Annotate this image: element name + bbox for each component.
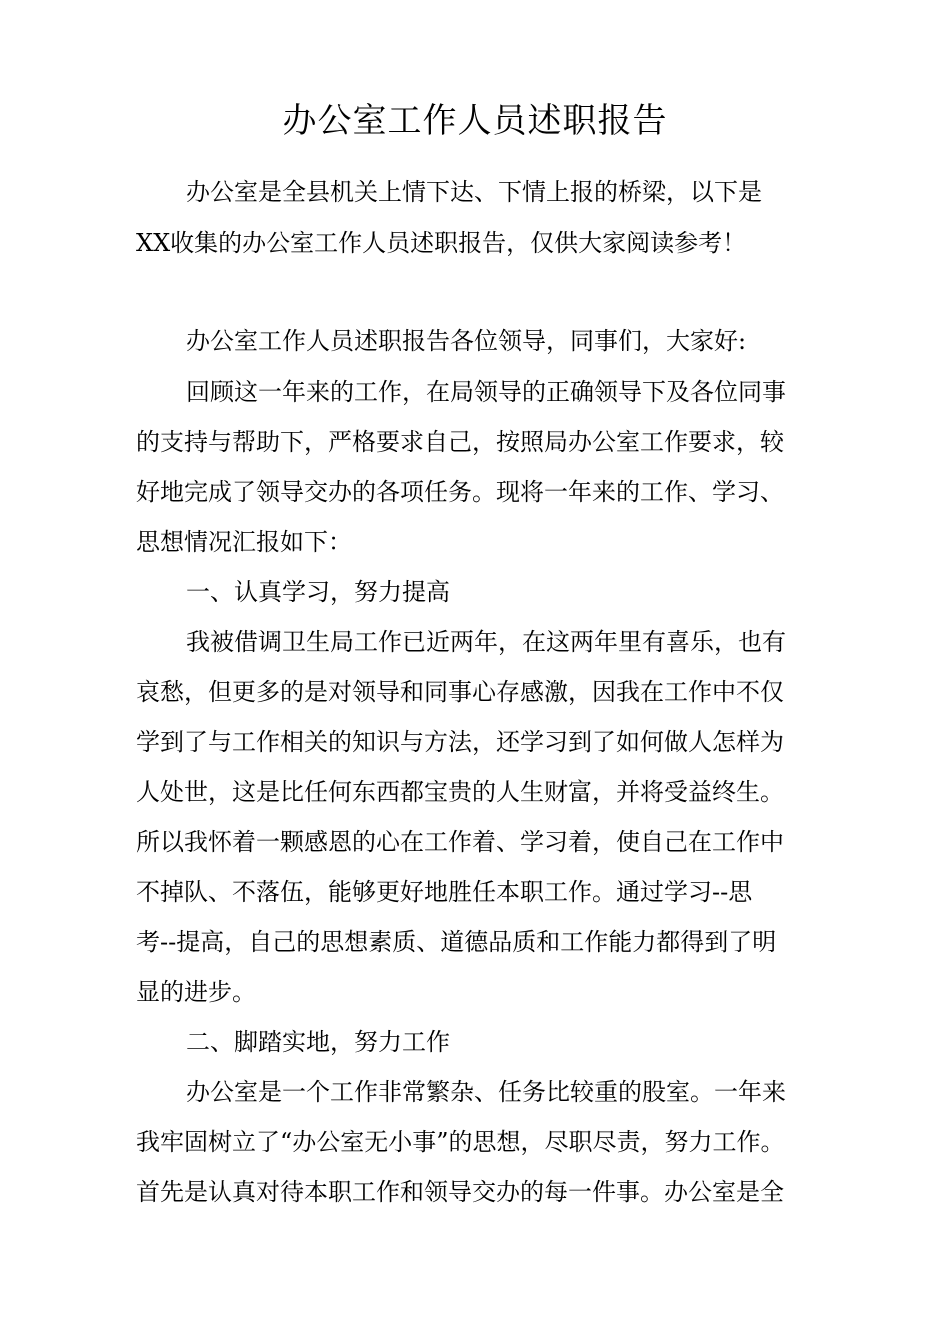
greeting-line: 办公室工作人员述职报告各位领导，同事们，大家好:	[186, 327, 747, 355]
paragraph-line: 考--提高，自己的思想素质、道德品质和工作能力都得到了明	[136, 928, 777, 956]
paragraph-line: 我被借调卫生局工作已近两年，在这两年里有喜乐，也有	[186, 628, 786, 656]
paragraph-line: 人处世，这是比任何东西都宝贵的人生财富，并将受益终生。	[136, 778, 784, 806]
paragraph-line: 的支持与帮助下，严格要求自己，按照局办公室工作要求，较	[136, 428, 784, 456]
paragraph-line: 思想情况汇报如下：	[136, 528, 352, 556]
paragraph-line: 所以我怀着一颗感恩的心在工作着、学习着，使自己在工作中	[136, 828, 784, 856]
section-heading-1: 一、认真学习，努力提高	[186, 578, 450, 606]
intro-line: XX收集的办公室工作人员述职报告，仅供大家阅读参考！	[136, 229, 747, 257]
paragraph-line: 好地完成了领导交办的各项任务。现将一年来的工作、学习、	[136, 478, 784, 506]
document-title: 办公室工作人员述职报告	[282, 101, 668, 141]
paragraph-line: 回顾这一年来的工作，在局领导的正确领导下及各位同事	[186, 378, 786, 406]
paragraph-line: 我牢固树立了“办公室无小事”的思想，尽职尽责，努力工作。	[136, 1128, 785, 1156]
paragraph-line: 显的进步。	[136, 978, 256, 1006]
paragraph-line: 首先是认真对待本职工作和领导交办的每一件事。办公室是全	[136, 1178, 784, 1206]
section-heading-2: 二、脚踏实地，努力工作	[186, 1028, 450, 1056]
intro-line: 办公室是全县机关上情下达、下情上报的桥梁，以下是	[186, 178, 762, 206]
paragraph-line: 哀愁，但更多的是对领导和同事心存感激，因我在工作中不仅	[136, 678, 784, 706]
paragraph-line: 不掉队、不落伍，能够更好地胜任本职工作。通过学习--思	[136, 878, 753, 906]
paragraph-line: 学到了与工作相关的知识与方法，还学习到了如何做人怎样为	[136, 728, 784, 756]
paragraph-line: 办公室是一个工作非常繁杂、任务比较重的股室。一年来	[186, 1078, 786, 1106]
